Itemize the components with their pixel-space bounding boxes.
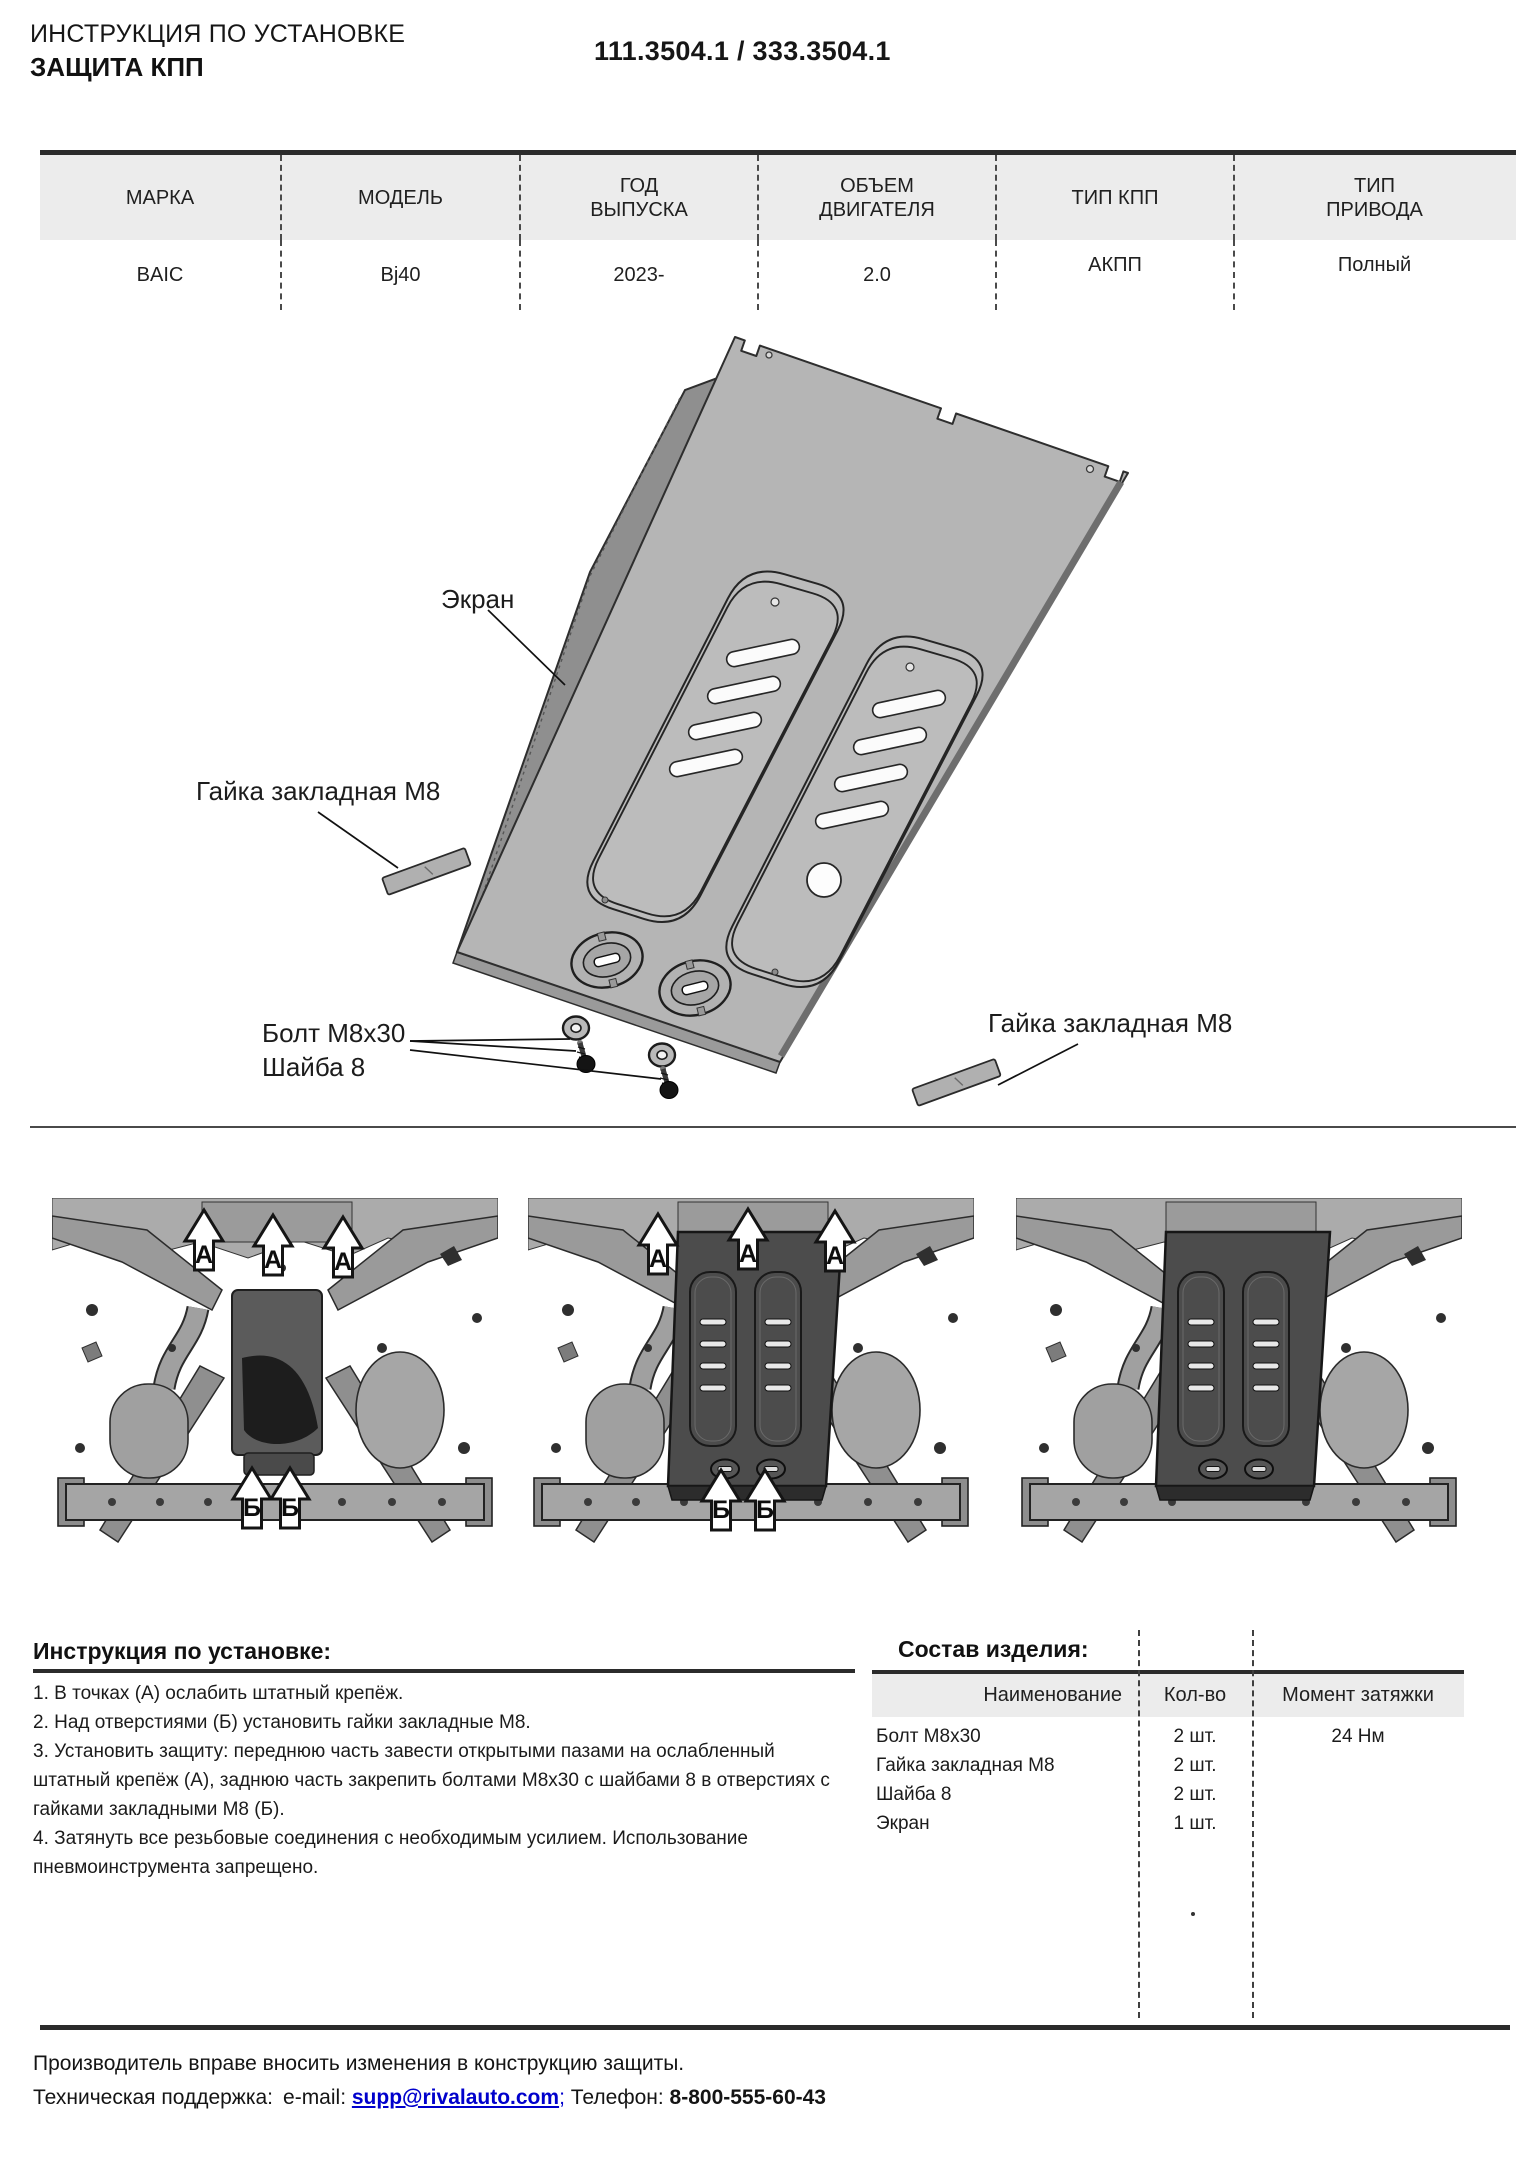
parts-col-torque: Момент затяжки — [1282, 1684, 1434, 1706]
vehicle-col-model: МОДЕЛЬ — [280, 155, 519, 240]
parts-header-row — [872, 1674, 1464, 1717]
vehicle-table — [40, 150, 1516, 310]
support-email-link[interactable]: supp@rivalauto.com — [351, 2086, 560, 2109]
svg-text:А: А — [648, 1245, 668, 1273]
vehicle-table-header-row — [40, 155, 1516, 240]
parts-row: Болт М8х30 2 шт. 24 Нм — [876, 1725, 1385, 1747]
instruction-step: 3. Установить защиту: переднюю часть завести открытыми пазами на ослабленный штатный крепёж (А), заднюю часть закрепить болтами М8х30 с шайбами 8 в отверстиях с гайками закладными М8 (Б). — [33, 1741, 830, 1820]
parts-divider — [1138, 1630, 1140, 2018]
photo-before-install — [52, 1198, 498, 1542]
vehicle-gearbox: АКПП — [995, 240, 1233, 310]
doc-type-title: ИНСТРУКЦИЯ ПО УСТАНОВКЕ — [30, 20, 406, 48]
washer-icon — [563, 1017, 589, 1040]
parts-col-name: Наименование — [983, 1684, 1122, 1706]
parts-title: Состав изделия: — [898, 1636, 1089, 1662]
exploded-view-diagram — [30, 310, 1486, 1110]
svg-text:Б: Б — [243, 1494, 261, 1522]
sliding-nut-bar-right — [912, 1059, 1001, 1106]
footer-rule — [40, 2025, 1510, 2030]
parts-row: Экран 1 шт. — [876, 1812, 1217, 1834]
drain-hole — [807, 863, 841, 897]
vehicle-drive: Полный — [1233, 240, 1514, 310]
label-bolt: Болт М8х30 — [262, 1018, 406, 1048]
instructions-rule — [33, 1669, 855, 1673]
svg-text:Б: Б — [712, 1496, 730, 1524]
svg-text:Б: Б — [756, 1496, 774, 1524]
svg-text:А: А — [738, 1240, 758, 1268]
support-line — [33, 2086, 826, 2110]
label-nut-right: Гайка закладная М8 — [988, 1008, 1233, 1038]
parts-body — [872, 1722, 1464, 1838]
bolt-icon — [577, 1040, 595, 1073]
sliding-nut-bar-left — [382, 848, 471, 895]
svg-text:А: А — [194, 1241, 214, 1269]
vehicle-col-brand: МАРКА — [125, 186, 195, 209]
instructions-title: Инструкция по установке: — [33, 1638, 332, 1664]
support-label: Техническая поддержка: — [33, 2086, 274, 2109]
instructions-steps — [33, 1679, 833, 1882]
vehicle-col-engine: ОБЪЕМ ДВИГАТЕЛЯ — [757, 155, 995, 240]
vehicle-col-drive: ТИП ПРИВОДА — [1233, 155, 1514, 240]
email-separator: ; — [559, 2086, 565, 2109]
instruction-step: 2. Над отверстиями (Б) установить гайки закладные М8. — [33, 1712, 531, 1733]
product-title: ЗАЩИТА КПП — [30, 52, 204, 82]
label-screen: Экран — [441, 584, 515, 614]
manufacturer-note: Производитель вправе вносить изменения в конструкцию защиты. — [33, 2052, 685, 2075]
email-label: e-mail: — [283, 2086, 347, 2109]
vehicle-engine: 2.0 — [757, 240, 995, 310]
installation-photos — [52, 1198, 1468, 1546]
instruction-step: 1. В точках (А) ослабить штатный крепёж. — [33, 1683, 404, 1704]
stock-gearbox — [232, 1290, 322, 1475]
vehicle-col-year: ГОД ВЫПУСКА — [519, 155, 757, 240]
vehicle-col-gearbox: ТИП КПП — [995, 155, 1233, 240]
photo-install-points — [528, 1198, 974, 1542]
bolt-icon — [660, 1066, 678, 1099]
svg-text:Б: Б — [281, 1494, 299, 1522]
washer-icon — [649, 1044, 675, 1067]
svg-text:А: А — [825, 1242, 845, 1270]
vehicle-year: 2023- — [519, 240, 757, 310]
section-divider — [30, 1126, 1516, 1128]
svg-text:А: А — [333, 1248, 353, 1276]
vehicle-model: Bj40 — [280, 240, 519, 310]
label-nut-left: Гайка закладная М8 — [196, 776, 441, 806]
part-number: 111.3504.1 / 333.3504.1 — [594, 36, 891, 66]
photo-installed — [1016, 1198, 1462, 1542]
parts-divider — [1252, 1630, 1254, 2018]
svg-text:А: А — [263, 1246, 283, 1274]
label-washer: Шайба 8 — [262, 1052, 366, 1082]
parts-row: Шайба 8 2 шт. — [876, 1783, 1217, 1805]
support-phone: 8-800-555-60-43 — [669, 2086, 826, 2109]
vehicle-brand: BAIC — [136, 264, 184, 286]
vehicle-table-data-row — [40, 240, 1516, 310]
phone-label: Телефон: — [570, 2086, 664, 2109]
parts-row: Гайка закладная М8 2 шт. — [876, 1754, 1217, 1776]
parts-table — [872, 1630, 1464, 2022]
instruction-step: 4. Затянуть все резьбовые соединения с необходимым усилием. Использование пневмоинструмента запрещено. — [33, 1828, 748, 1878]
stray-dot — [1191, 1912, 1195, 1916]
parts-col-qty: Кол-во — [1163, 1684, 1227, 1706]
